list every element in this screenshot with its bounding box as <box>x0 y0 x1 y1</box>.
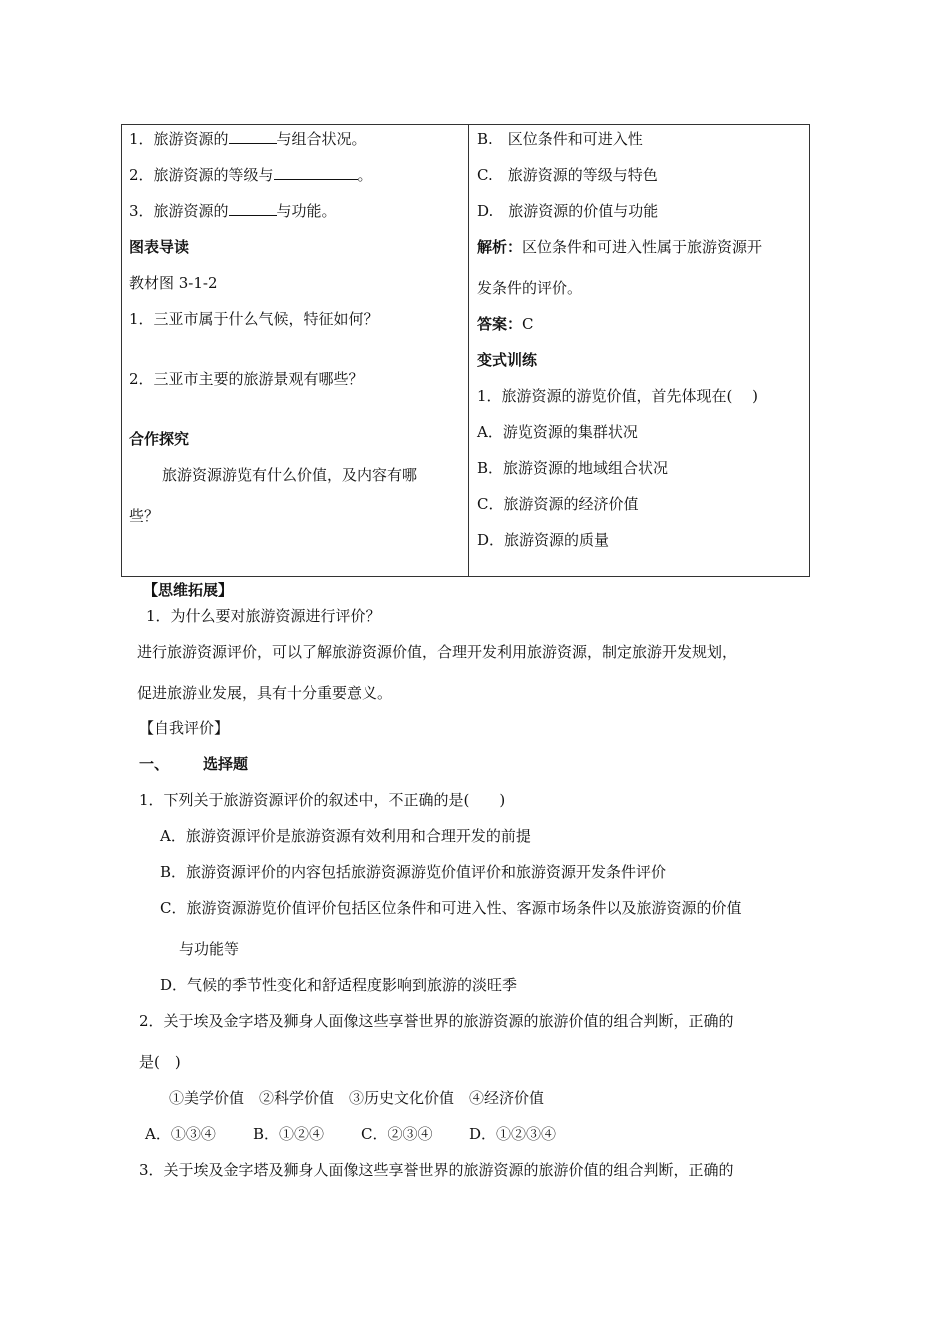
question-2-stem-line-2: 是( ) <box>139 1053 181 1071</box>
cooperation-heading: 合作探究 <box>129 430 190 448</box>
analysis-text: 区位条件和可进入性属于旅游资源开 <box>522 238 763 256</box>
option-b: B. 区位条件和可进入性 <box>477 130 643 148</box>
item-text: 2．旅游资源的等级与 <box>129 166 274 184</box>
analysis-line-1 <box>477 237 762 257</box>
training-option-d: D．旅游资源的质量 <box>477 531 610 549</box>
fill-blank-item-1 <box>129 129 367 149</box>
question-1-option-b: B．旅游资源评价的内容包括旅游资源游览价值评价和旅游资源开发条件评价 <box>160 863 667 881</box>
blank-line <box>229 201 277 216</box>
question-1: 1．三亚市属于什么气候，特征如何？ <box>129 310 379 328</box>
left-column <box>122 125 469 577</box>
chart-guide-heading: 图表导读 <box>129 238 190 256</box>
training-option-a: A．游览资源的集群状况 <box>477 423 638 441</box>
cooperation-question-line-1: 旅游资源游览有什么价值，及内容有哪 <box>162 466 418 484</box>
question-1-stem: 1．下列关于旅游资源评价的叙述中，不正确的是( ) <box>139 791 506 809</box>
figure-reference: 教材图 3-1-2 <box>129 274 218 292</box>
question-1-option-c-line-2: 与功能等 <box>179 940 240 958</box>
thinking-heading: 【思维拓展】 <box>143 581 234 599</box>
question-2-option-a: A．①③④ <box>145 1125 216 1143</box>
item-text: 。 <box>357 166 373 184</box>
question-3-stem-line-1: 3．关于埃及金字塔及狮身人面像这些享誉世界的旅游资源的旅游价值的组合判断，正确的 <box>139 1161 734 1179</box>
study-guide-table <box>121 124 810 577</box>
question-2-stem-line-1: 2．关于埃及金字塔及狮身人面像这些享誉世界的旅游资源的旅游价值的组合判断，正确的 <box>139 1012 734 1030</box>
training-option-c: C．旅游资源的经济价值 <box>477 495 639 513</box>
answer-label: 答案： <box>477 315 523 333</box>
item-text: 3．旅游资源的 <box>129 202 229 220</box>
blank-line <box>274 165 358 180</box>
section-title: 选择题 <box>203 755 249 773</box>
question-1-option-a: A．旅游资源评价是旅游资源有效利用和合理开发的前提 <box>160 827 531 845</box>
question-2-option-b: B．①②④ <box>253 1125 325 1143</box>
thinking-answer-line-1: 进行旅游资源评价，可以了解旅游资源价值，合理开发利用旅游资源，制定旅游开发规划， <box>137 643 738 661</box>
training-heading: 变式训练 <box>477 351 538 369</box>
analysis-line-2: 发条件的评价。 <box>477 279 583 297</box>
fill-blank-item-3 <box>129 201 337 221</box>
item-text: 与组合状况。 <box>276 130 367 148</box>
item-text: 1．旅游资源的 <box>129 130 229 148</box>
blank-line <box>229 129 277 144</box>
cooperation-question-line-2: 些？ <box>129 507 160 525</box>
answer-value: C <box>522 315 534 333</box>
fill-blank-item-2 <box>129 165 373 185</box>
right-column <box>469 125 810 577</box>
training-question-1: 1．旅游资源的游览价值，首先体现在( ) <box>477 387 759 405</box>
section-number: 一、 <box>139 755 170 773</box>
question-2-option-c: C．②③④ <box>361 1125 433 1143</box>
option-c: C. 旅游资源的等级与特色 <box>477 166 658 184</box>
question-2-option-d: D．①②③④ <box>469 1125 557 1143</box>
analysis-label: 解析： <box>477 238 523 256</box>
thinking-question-1: 1．为什么要对旅游资源进行评价？ <box>146 607 381 625</box>
item-text: 与功能。 <box>276 202 337 220</box>
answer-line <box>477 314 534 334</box>
question-2: 2．三亚市主要的旅游景观有哪些？ <box>129 370 364 388</box>
self-eval-heading: 【自我评价】 <box>139 719 230 737</box>
question-1-option-c-line-1: C．旅游资源游览价值评价包括区位条件和可进入性、客源市场条件以及旅游资源的价值 <box>160 899 742 917</box>
option-d: D. 旅游资源的价值与功能 <box>477 202 659 220</box>
training-option-b: B．旅游资源的地域组合状况 <box>477 459 669 477</box>
thinking-answer-line-2: 促进旅游业发展，具有十分重要意义。 <box>137 684 393 702</box>
question-1-option-d: D．气候的季节性变化和舒适程度影响到旅游的淡旺季 <box>160 976 518 994</box>
question-2-items: ①美学价值 ②科学价值 ③历史文化价值 ④经济价值 <box>169 1089 545 1107</box>
